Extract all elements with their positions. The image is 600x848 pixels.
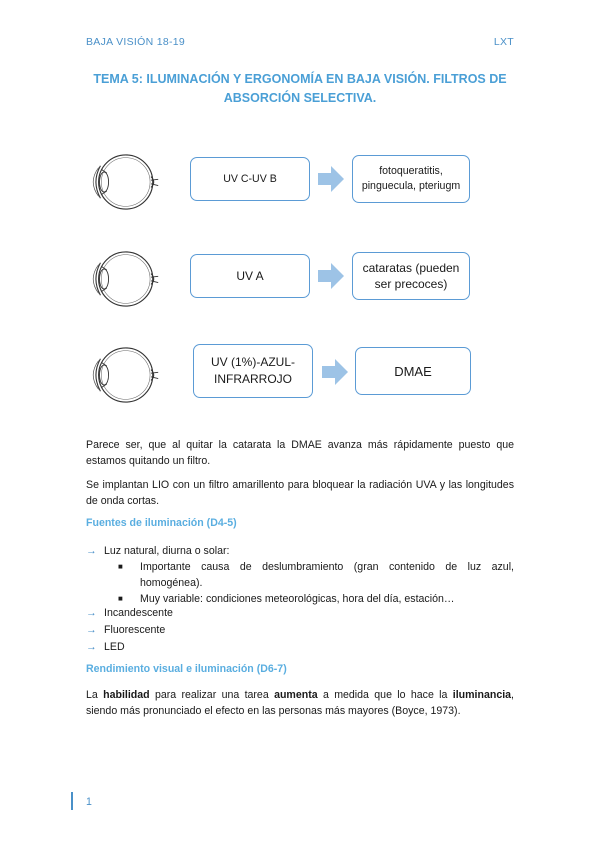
paragraph-2: Se implantan LIO con un filtro amarillento para bloquear la radiación UVA y las longitudes de onda cortas.: [86, 479, 514, 507]
uv-source-box-3: UV (1%)-AZUL-INFRARROJO: [193, 344, 313, 398]
paragraph-3: La habilidad para realizar una tarea aumenta a medida que lo hace la iluminancia, siendo más pronunciado el efecto en las personas más mayores (Boyce, 1973).: [86, 689, 514, 717]
page-number: 1: [86, 796, 92, 808]
arrow-bullet-icon: →: [86, 624, 97, 636]
header-right: LXT: [493, 36, 514, 48]
sub-list-item: ■ Muy variable: condiciones meteorológicas, hora del día, estación…: [118, 593, 455, 605]
section-heading-1: Fuentes de iluminación (D4-5): [86, 517, 237, 529]
page-number-bar: [71, 792, 73, 810]
list-item: → Fluorescente: [86, 624, 166, 636]
sub-list-item: ■ Importante causa de deslumbramiento (gran contenido de luz azul, homogénea).: [118, 561, 514, 589]
page-title: [86, 70, 514, 108]
uv-source-box-1: UV C-UV B: [190, 157, 310, 201]
eye-illustration-1: [86, 146, 160, 218]
arrow-bullet-icon: →: [86, 545, 97, 557]
effect-box-1: fotoqueratitis, pinguecula, pteriugm: [352, 155, 470, 203]
list-item: → Luz natural, diurna o solar:: [86, 545, 230, 557]
paragraph-1: Parece ser, que al quitar la catarata la DMAE avanza más rápidamente puesto que estamos quitando un filtro.: [86, 439, 514, 467]
eye-illustration-3: [86, 339, 160, 411]
list-item: → LED: [86, 641, 125, 653]
square-bullet-icon: ■: [118, 562, 123, 571]
eye-illustration-2: [86, 243, 160, 315]
list-item: → Incandescente: [86, 607, 173, 619]
arrow-right-icon-1: [318, 166, 344, 192]
arrow-bullet-icon: →: [86, 607, 97, 619]
title-line-2: ABSORCIÓN SELECTIVA.: [223, 91, 377, 105]
effect-box-2: cataratas (pueden ser precoces): [352, 252, 470, 300]
arrow-bullet-icon: →: [86, 641, 97, 653]
header-left: BAJA VISIÓN 18-19: [86, 36, 186, 48]
title-line-1: TEMA 5: ILUMINACIÓN Y ERGONOMÍA EN BAJA VISIÓN. FILTROS DE: [93, 72, 507, 86]
effect-box-3: DMAE: [355, 347, 471, 395]
arrow-right-icon-3: [322, 359, 348, 385]
uv-source-box-2: UV A: [190, 254, 310, 298]
square-bullet-icon: ■: [118, 594, 123, 603]
section-heading-2: Rendimiento visual e iluminación (D6-7): [86, 663, 287, 675]
arrow-right-icon-2: [318, 263, 344, 289]
